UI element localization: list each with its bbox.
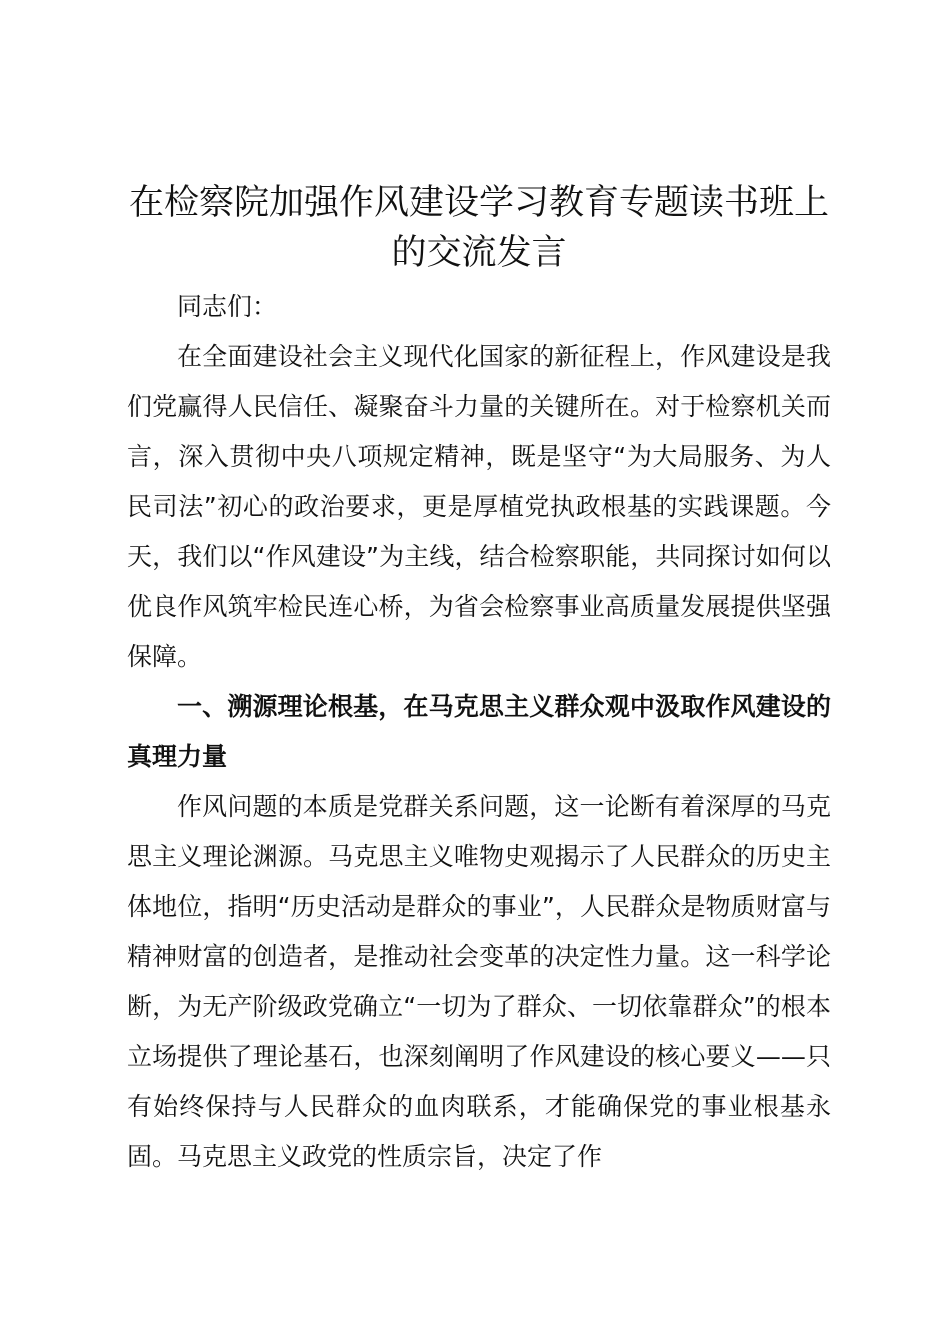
section-heading-1: 一、溯源理论根基，在马克思主义群众观中汲取作风建设的真理力量 (127, 692, 831, 771)
paragraph-section-1: 作风问题的本质是党群关系问题，这一论断有着深厚的马克思主义理论渊源。马克思主义唯物史观揭示了人民群众的历史主体地位，指明“历史活动是群众的事业”，人民群众是物质财富与精神财富的创造者，是推动社会变革的决定性力量。这一科学论断，为无产阶级政党确立“一切为了群众、一切依靠群众”的根本立场提供了理论基石，也深刻阐明了作风建设的核心要义——只有始终保持与人民群众的血肉联系，才能确保党的事业根基永固。马克思主义政党的性质宗旨，决定了作 (127, 792, 831, 1171)
paragraph-intro: 在全面建设社会主义现代化国家的新征程上，作风建设是我们党赢得人民信任、凝聚奋斗力量的关键所在。对于检察机关而言，深入贯彻中央八项规定精神，既是坚守“为大局服务、为人民司法”初心的政治要求，更是厚植党执政根基的实践课题。今天，我们以“作风建设”为主线，结合检察职能，共同探讨如何以优良作风筑牢检民连心桥，为省会检察事业高质量发展提供坚强保障。 (127, 342, 831, 671)
document-title: 在检察院加强作风建设学习教育专题读书班上的交流发言 (128, 183, 829, 273)
document-page (127, 178, 831, 1182)
salutation: 同志们： (177, 292, 278, 321)
